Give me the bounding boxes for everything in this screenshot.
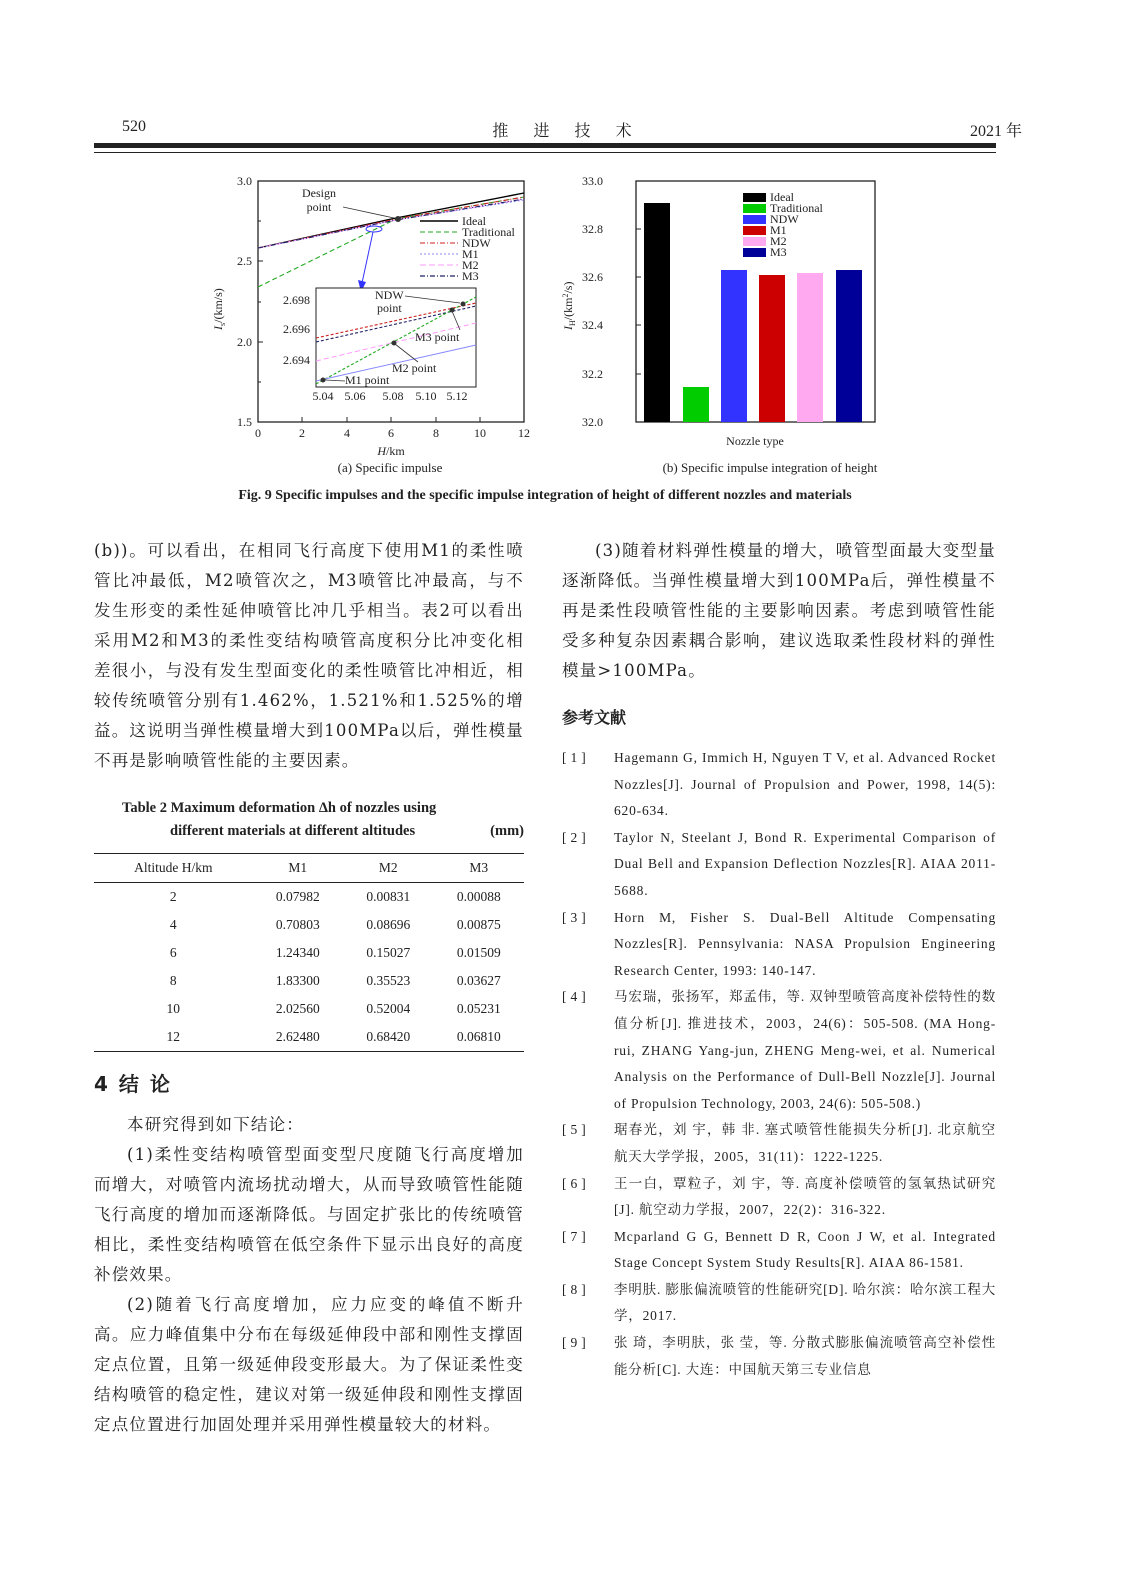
reference-item: [2] Taylor N, Steelant J, Bond R. Experimental Comparison of Dual Bell and Expansion Deflection Nozzles[R]. AIAA 2011-5688. bbox=[562, 829, 996, 898]
publication-year: 2021 年 bbox=[969, 123, 1022, 140]
reference-item: [8] 李明肤. 膨胀偏流喷管的性能研究[D]. 哈尔滨：哈尔滨工程大学，2017. bbox=[562, 1281, 996, 1324]
svg-text:5.04: 5.04 bbox=[312, 389, 334, 403]
cell: 2.62480 bbox=[253, 1023, 343, 1052]
svg-text:2.698: 2.698 bbox=[283, 293, 310, 307]
cell: 0.00088 bbox=[456, 889, 501, 904]
svg-text:32.8: 32.8 bbox=[582, 222, 603, 236]
cell: 0.05231 bbox=[456, 1001, 501, 1016]
svg-text:32.0: 32.0 bbox=[582, 415, 603, 429]
svg-text:32.4: 32.4 bbox=[582, 318, 603, 332]
svg-text:3.0: 3.0 bbox=[237, 174, 252, 188]
subcaption-b: (b) Specific impulse integration of height bbox=[662, 460, 878, 475]
paragraph-results bbox=[94, 536, 524, 776]
col-header: M2 bbox=[343, 854, 433, 883]
svg-text:IH/(km2/s): $I_H/(km^2/s)$ bbox=[561, 281, 577, 330]
cell: 6 bbox=[169, 945, 177, 960]
table-2 bbox=[94, 800, 524, 1052]
svg-text:M1: M1 bbox=[770, 223, 787, 237]
svg-text:Ideal: Ideal bbox=[462, 214, 486, 228]
cell: 2 bbox=[169, 889, 177, 904]
svg-text:5.06: 5.06 bbox=[344, 389, 366, 403]
col-header: M3 bbox=[434, 854, 525, 883]
cell: 0.07982 bbox=[275, 889, 320, 904]
svg-text:10: 10 bbox=[474, 426, 486, 440]
cell: 12 bbox=[94, 1023, 253, 1052]
chart-specific-impulse-integration bbox=[555, 168, 935, 468]
svg-text:NDW: NDW bbox=[770, 212, 799, 226]
table-row bbox=[94, 911, 524, 939]
svg-text:5.10: 5.10 bbox=[415, 389, 437, 403]
table-row bbox=[94, 967, 524, 995]
cell: 0.68420 bbox=[343, 1023, 433, 1052]
svg-text:4: 4 bbox=[344, 426, 350, 440]
table-row bbox=[94, 1023, 524, 1052]
svg-text:NDW: NDW bbox=[375, 288, 404, 302]
reference-item: [1] Hagemann G, Immich H, Nguyen T V, et al. Advanced Rocket Nozzles[J]. Journal of Propulsion and Power, 1998, 14(5): 620-634. bbox=[562, 750, 996, 819]
svg-text:M2: M2 bbox=[770, 234, 787, 248]
results-text: (b))。可以看出，在相同飞行高度下使用M1的柔性喷管比冲最低，M2喷管次之，M3喷管比冲最高，与不发生形变的柔性延伸喷管比冲几乎相当。表2可以看出采用M2和M3的柔性变结构喷管高度积分比冲变化相差很小，与没有发生型面变化的柔性喷管比冲相近，相较传统喷管分别有1.462%，1.521%和1.525%的增益。这说明当弹性模量增大到100MPa以后，弹性模量不再是影响喷管性能的主要因素。 bbox=[94, 541, 524, 770]
svg-text:12: 12 bbox=[518, 426, 530, 440]
reference-item: [7] Mcparland G G, Bennett D R, Coon J W, et al. Integrated Stage Concept System Study Results[R]. AIAA 86-1581. bbox=[562, 1228, 996, 1271]
table-title-line1: Table 2 Maximum deformation Δh of nozzles using bbox=[122, 800, 437, 816]
cell: 0.15027 bbox=[366, 945, 411, 960]
svg-text:5.12: 5.12 bbox=[446, 389, 468, 403]
svg-text:point: point bbox=[306, 200, 332, 214]
conclusion-3: (3)随着材料弹性模量的增大，喷管型面最大变型量逐渐降低。当弹性模量增大到100MPa后，弹性模量不再是柔性段喷管性能的主要影响因素。考虑到喷管性能受多种复杂因素耦合影响，建议选取柔性段材料的弹性模量>100MPa。 bbox=[562, 541, 996, 680]
cell: 0.35523 bbox=[366, 973, 411, 988]
svg-text:point: point bbox=[377, 301, 402, 315]
conclusion-1: (1)柔性变结构喷管型面变型尺度随飞行高度增加而增大，对喷管内流场扰动增大，从而导致喷管性能随飞行高度的增加而逐渐降低。与固定扩张比的传统喷管相比，柔性变结构喷管在低空条件下显示出良好的高度补偿效果。 bbox=[94, 1145, 524, 1284]
header-rule-thin bbox=[94, 152, 996, 153]
cell: 0.52004 bbox=[366, 1001, 411, 1016]
svg-text:Is/(km/s): $I_s/(km/s)$ bbox=[211, 288, 227, 330]
svg-text:0: 0 bbox=[255, 426, 261, 440]
cell: 0.06810 bbox=[434, 1023, 525, 1052]
conclusion-2: (2)随着飞行高度增加，应力应变的峰值不断升高。应力峰值集中分布在每级延伸段中部和刚性支撑固定点位置，且第一级延伸段变形最大。为了保证柔性变结构喷管的稳定性，建议对第一级延伸段和刚性支撑固定点位置进行加固处理并采用弹性模量较大的材料。 bbox=[94, 1295, 524, 1434]
svg-text:33.0: 33.0 bbox=[582, 174, 603, 188]
cell: 4 bbox=[169, 917, 177, 932]
cell: 0.03627 bbox=[456, 973, 501, 988]
page-number: 520 bbox=[122, 118, 146, 135]
cell: 8 bbox=[169, 973, 177, 988]
svg-text:8: 8 bbox=[433, 426, 439, 440]
journal-title: 推 进 技 术 bbox=[492, 121, 642, 140]
cell: 1.24340 bbox=[275, 945, 320, 960]
chart-specific-impulse bbox=[170, 168, 550, 468]
cell: 10 bbox=[166, 1001, 181, 1016]
reference-item: [9] 张 琦，李明肤，张 莹，等. 分散式膨胀偏流喷管高空补偿性能分析[C]. 大连：中国航天第三专业信息 bbox=[562, 1335, 996, 1377]
table-row bbox=[94, 883, 524, 912]
reference-item: [6] 王一白，覃粒子，刘 宇，等. 高度补偿喷管的氢氧热试研究[J]. 航空动力学报，2007，22(2)：316-322. bbox=[562, 1175, 996, 1218]
svg-text:NDW: NDW bbox=[462, 236, 491, 250]
reference-list bbox=[562, 745, 996, 1383]
svg-text:Design: Design bbox=[302, 186, 336, 200]
svg-text:2.5: 2.5 bbox=[237, 254, 252, 268]
reference-item: [4] 马宏瑞，张扬军，郑孟伟，等. 双钟型喷管高度补偿特性的数值分析[J]. 推进技术，2003，24(6)：505-508. (MA Hong-rui, ZHANG Yang-jun, ZHENG Meng-wei, et al. Numerical Analysis on the Performance of Dull-Bell Nozzle[J]. Journal of Propulsion Technology, 2003, 24(6): 505-508.) bbox=[562, 989, 996, 1111]
svg-text:M3 point: M3 point bbox=[415, 330, 460, 344]
svg-text:M3: M3 bbox=[462, 269, 479, 283]
svg-text:M1: M1 bbox=[462, 247, 479, 261]
svg-text:32.6: 32.6 bbox=[582, 270, 603, 284]
svg-text:M3: M3 bbox=[770, 245, 787, 259]
section-title-conclusion: 4 结 论 bbox=[94, 1072, 172, 1096]
svg-text:H/km: H/km bbox=[377, 444, 405, 458]
deformation-table bbox=[94, 853, 524, 1052]
svg-text:M2: M2 bbox=[462, 258, 479, 272]
svg-text:2.0: 2.0 bbox=[237, 335, 252, 349]
svg-text:Ideal: Ideal bbox=[770, 190, 794, 204]
svg-text:Traditional: Traditional bbox=[770, 201, 823, 215]
cell: 0.08696 bbox=[366, 917, 411, 932]
table-row bbox=[94, 995, 524, 1023]
references-title: 参考文献 bbox=[562, 708, 627, 727]
col-header: Altitude H/km bbox=[94, 854, 253, 883]
conclusions-right bbox=[562, 536, 996, 686]
cell: 0.70803 bbox=[275, 917, 320, 932]
svg-text:2.696: 2.696 bbox=[283, 322, 310, 336]
svg-text:Traditional: Traditional bbox=[462, 225, 515, 239]
table-title-line2: different materials at different altitudes bbox=[170, 823, 416, 839]
cell: 2.02560 bbox=[275, 1001, 320, 1016]
svg-text:2.694: 2.694 bbox=[283, 353, 310, 367]
svg-text:M2 point: M2 point bbox=[392, 361, 437, 375]
svg-text:Nozzle type: Nozzle type bbox=[726, 434, 784, 448]
cell: 0.01509 bbox=[456, 945, 501, 960]
cell: 0.00875 bbox=[456, 917, 501, 932]
svg-text:32.2: 32.2 bbox=[582, 367, 603, 381]
svg-text:2: 2 bbox=[299, 426, 305, 440]
figure-caption: Fig. 9 Specific impulses and the specific impulse integration of height of different nozzles and materials bbox=[238, 488, 852, 503]
svg-text:5.08: 5.08 bbox=[382, 389, 404, 403]
subcaption-a: (a) Specific impulse bbox=[337, 460, 443, 475]
cell: 1.83300 bbox=[275, 973, 320, 988]
figure-9 bbox=[170, 168, 930, 488]
table-row bbox=[94, 939, 524, 967]
table-unit: (mm) bbox=[490, 823, 524, 839]
header-rule-thick bbox=[94, 143, 996, 148]
svg-text:M1 point: M1 point bbox=[345, 373, 390, 387]
conclusion-intro: 本研究得到如下结论： bbox=[127, 1115, 304, 1134]
reference-item: [3] Horn M, Fisher S. Dual-Bell Altitude Compensating Nozzles[R]. Pennsylvania: NASA Propulsion Engineering Research Center, 1993: 140-147. bbox=[562, 909, 996, 978]
cell: 0.00831 bbox=[366, 889, 411, 904]
svg-text:1.5: 1.5 bbox=[237, 415, 252, 429]
reference-item: [5] 琚春光，刘 宇，韩 非. 塞式喷管性能损失分析[J]. 北京航空航天大学学报，2005，31(11)：1222-1225. bbox=[562, 1122, 996, 1164]
col-header: M1 bbox=[253, 854, 343, 883]
svg-text:6: 6 bbox=[388, 426, 394, 440]
conclusions-left bbox=[94, 1110, 524, 1440]
